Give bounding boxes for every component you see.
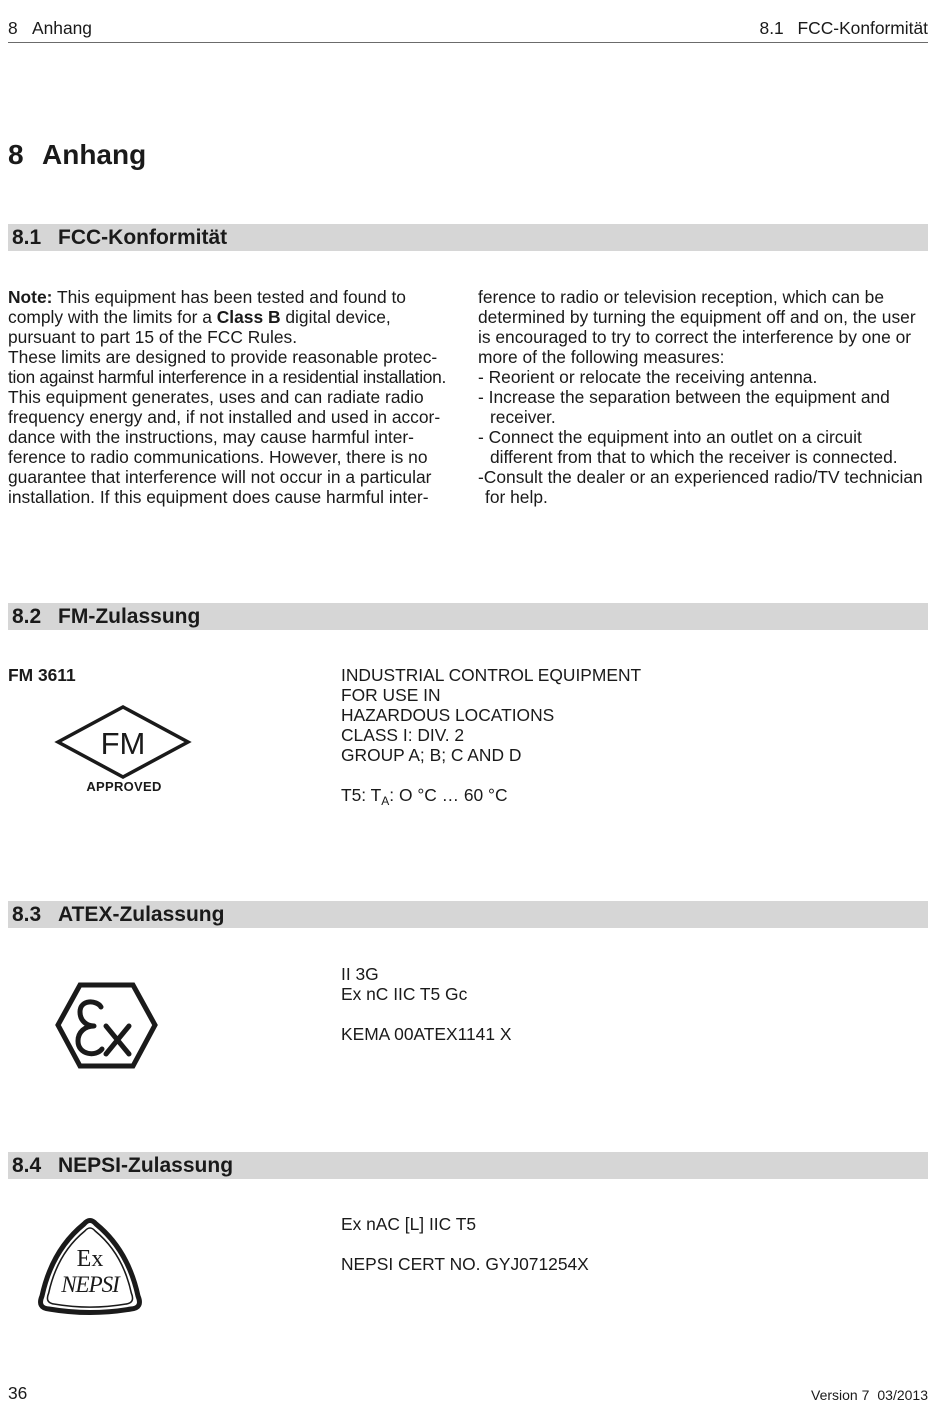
fcc-text-line: These limits are designed to provide reasonable protec-	[8, 347, 438, 367]
section-title: FCC-Konformität	[58, 226, 228, 249]
running-head-chapter-number: 8	[8, 18, 18, 38]
section-bar-atex	[8, 901, 928, 928]
section-number: 8.2	[12, 605, 42, 628]
spec-line: Ex nC IIC T5 Gc	[341, 984, 468, 1004]
fcc-text-line: is encouraged to try to correct the interference by one or	[478, 327, 912, 347]
section-title: ATEX-Zulassung	[58, 903, 225, 926]
line-text: comply with the limits for a	[8, 307, 217, 327]
fcc-text-line: pursuant to part 15 of the FCC Rules.	[8, 327, 298, 347]
nepsi-specification	[341, 1214, 901, 1274]
section-number: 8.3	[12, 903, 42, 926]
fcc-measure-continuation: for help.	[485, 487, 548, 507]
nepsi-certificate: NEPSI CERT NO. GYJ071254X	[341, 1254, 589, 1274]
version-info	[811, 1385, 928, 1405]
fcc-text-line: dance with the instructions, may cause harmful inter-	[8, 427, 414, 447]
section-number: 8.4	[12, 1154, 42, 1177]
section-title: NEPSI-Zulassung	[58, 1154, 234, 1177]
page-number: 36	[8, 1383, 28, 1403]
nepsi-logo-name: NEPSI	[61, 1272, 119, 1297]
fcc-right-column	[478, 287, 933, 507]
spec-line: CLASS I: DIV. 2	[341, 725, 465, 745]
spacer	[341, 765, 901, 785]
fm-approved-logo	[52, 701, 194, 797]
chapter-number: 8	[8, 139, 24, 170]
version-label: Version 7	[811, 1387, 870, 1403]
spec-line: FOR USE IN	[341, 685, 441, 705]
line-text: This equipment has been tested and found to	[52, 287, 406, 307]
spec-line: GROUP A; B; C AND D	[341, 745, 522, 765]
spec-line: HAZARDOUS LOCATIONS	[341, 705, 555, 725]
spacer	[341, 1234, 901, 1254]
fcc-left-column	[8, 287, 463, 507]
note-label: Note:	[8, 287, 53, 307]
fcc-text-line: more of the following measures:	[478, 347, 725, 367]
running-head-section	[760, 18, 928, 38]
temperature-subscript: A	[381, 794, 390, 808]
nepsi-marking: Ex nAC [L] IIC T5	[341, 1214, 476, 1234]
fcc-text-line: tion against harmful interference in a residential installation.	[8, 367, 447, 387]
atex-epsilon-glyph	[78, 1002, 102, 1054]
atex-ex-logo	[52, 979, 162, 1073]
section-title: FM-Zulassung	[58, 605, 201, 628]
fcc-text-line: determined by turning the equipment off and on, the user	[478, 307, 916, 327]
atex-x-glyph	[106, 1026, 129, 1054]
spacer	[341, 1004, 901, 1024]
running-head-chapter-title: Anhang	[32, 18, 92, 38]
fcc-measure-continuation: receiver.	[490, 407, 556, 427]
section-bar-fm	[8, 603, 928, 630]
fcc-text-line: This equipment generates, uses and can radiate radio	[8, 387, 424, 407]
fcc-text-line: frequency energy and, if not installed and used in accor-	[8, 407, 441, 427]
line-text: digital device,	[280, 307, 391, 327]
running-head-chapter	[8, 18, 92, 38]
fm-logo-caption: APPROVED	[86, 779, 162, 794]
fm-standard-label: FM 3611	[8, 665, 76, 685]
header-rule	[8, 42, 928, 43]
spec-line: II 3G	[341, 964, 379, 984]
version-date: 03/2013	[877, 1387, 928, 1403]
chapter-title: Anhang	[42, 139, 147, 170]
temperature-range: : O °C … 60 °C	[389, 785, 508, 805]
fcc-text-line	[8, 307, 463, 327]
temperature-class	[341, 785, 901, 808]
fcc-measure-item: - Reorient or relocate the receiving antenna.	[478, 367, 818, 387]
section-bar-nepsi	[8, 1152, 928, 1179]
fcc-text-line	[8, 287, 463, 307]
spec-line: INDUSTRIAL CONTROL EQUIPMENT	[341, 665, 642, 685]
running-head-section-title: FCC-Konformität	[797, 18, 928, 38]
fcc-text-line: guarantee that interference will not occur in a particular	[8, 467, 432, 487]
class-b-emphasis: Class B	[216, 307, 281, 327]
fcc-measure-item: -Consult the dealer or an experienced radio/TV technician	[478, 467, 923, 487]
section-number: 8.1	[12, 226, 42, 249]
atex-certificate: KEMA 00ATEX1141 X	[341, 1024, 512, 1044]
running-head-section-number: 8.1	[759, 18, 784, 38]
fcc-text-line: ference to radio communications. However, there is no	[8, 447, 428, 467]
temperature-prefix: T5: T	[341, 785, 382, 805]
section-bar-fcc	[8, 224, 928, 251]
fcc-text-line: installation. If this equipment does cause harmful inter-	[8, 487, 429, 507]
fcc-text-line: ference to radio or television reception, which can be	[478, 287, 885, 307]
fm-logo-mark: FM	[100, 726, 146, 761]
nepsi-logo-mark: Ex	[76, 1246, 104, 1272]
chapter-heading	[8, 138, 146, 172]
nepsi-logo	[34, 1212, 146, 1318]
fm-specification	[341, 665, 901, 808]
fcc-measure-continuation: different from that to which the receiver is connected.	[490, 447, 898, 467]
fcc-measure-item: - Connect the equipment into an outlet on a circuit	[478, 427, 862, 447]
fcc-measure-item: - Increase the separation between the equipment and	[478, 387, 890, 407]
atex-specification	[341, 964, 901, 1044]
